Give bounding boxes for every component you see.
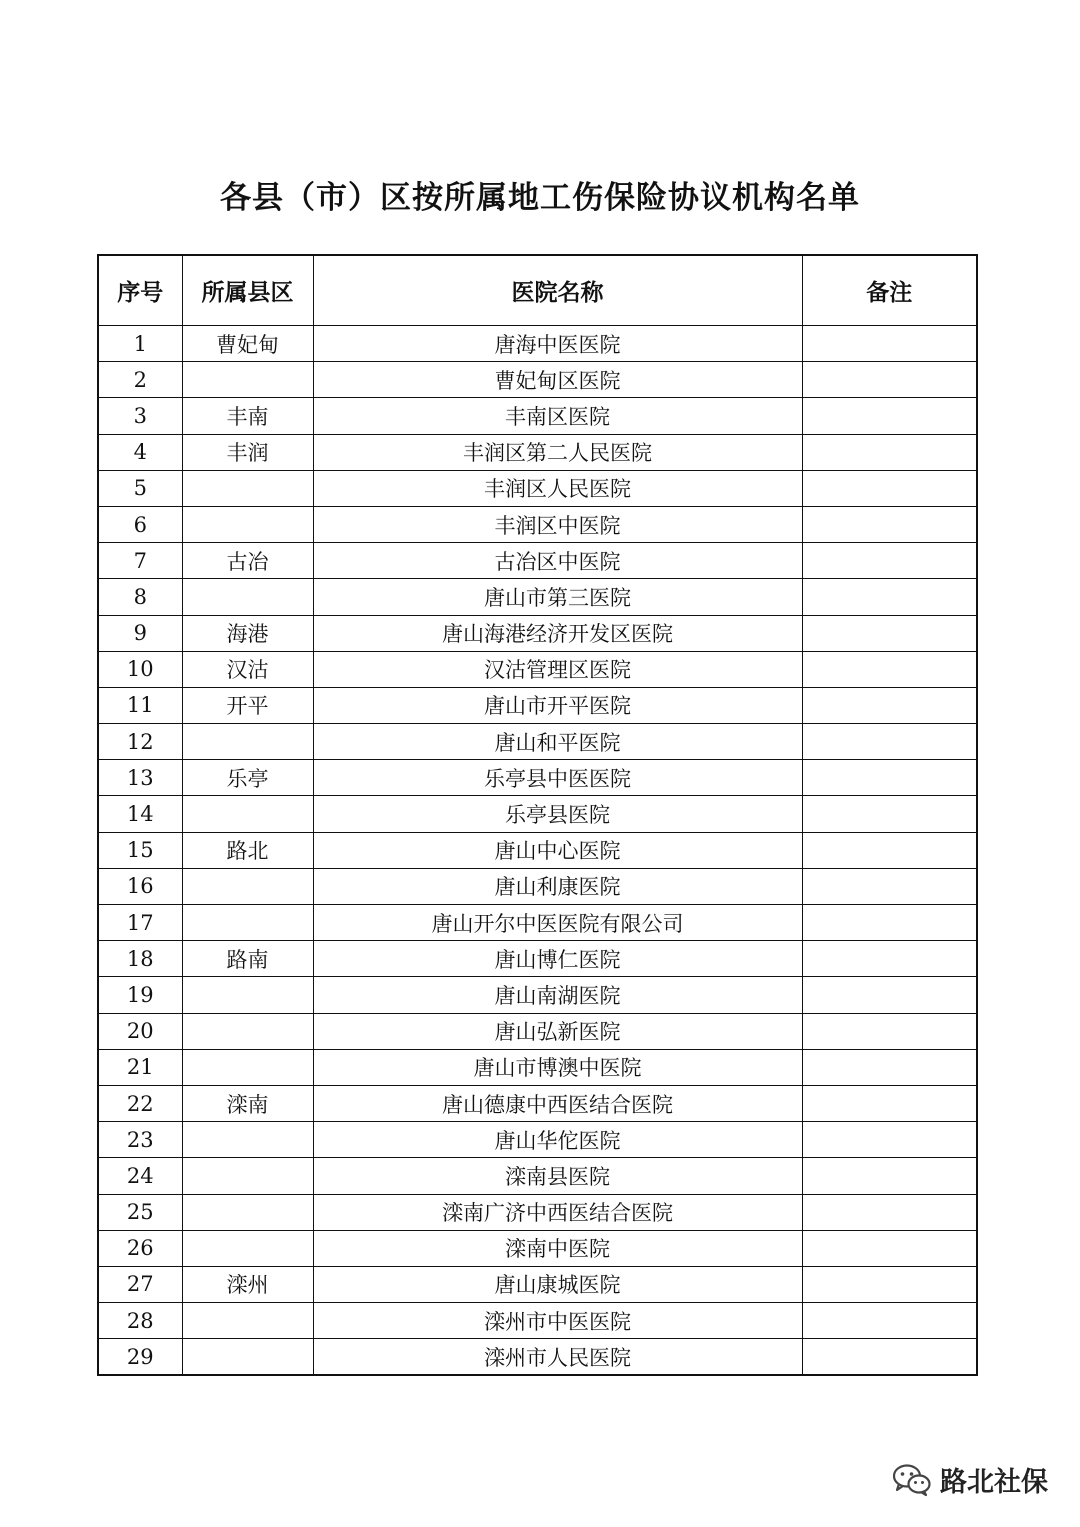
cell-hospital: 丰南区医院: [313, 398, 802, 434]
cell-index: 16: [98, 868, 182, 904]
cell-district: [182, 1158, 313, 1194]
cell-remarks: [802, 470, 977, 506]
cell-district: 古冶: [182, 543, 313, 579]
table-row: [98, 579, 977, 615]
cell-remarks: [802, 579, 977, 615]
table-row: [98, 941, 977, 977]
table-header-row: [98, 255, 977, 326]
cell-hospital: 唐山利康医院: [313, 868, 802, 904]
cell-remarks: [802, 543, 977, 579]
cell-index: 10: [98, 651, 182, 687]
cell-remarks: [802, 398, 977, 434]
cell-hospital: 唐山海港经济开发区医院: [313, 615, 802, 651]
cell-remarks: [802, 1158, 977, 1194]
cell-hospital: 唐山德康中西医结合医院: [313, 1085, 802, 1121]
cell-hospital: 唐山弘新医院: [313, 1013, 802, 1049]
cell-index: 15: [98, 832, 182, 868]
cell-hospital: 滦州市人民医院: [313, 1339, 802, 1376]
cell-index: 17: [98, 905, 182, 941]
table-row: [98, 615, 977, 651]
table-row: [98, 651, 977, 687]
cell-index: 4: [98, 434, 182, 470]
cell-index: 3: [98, 398, 182, 434]
cell-hospital: 唐山开尔中医医院有限公司: [313, 905, 802, 941]
cell-remarks: [802, 868, 977, 904]
cell-index: 12: [98, 724, 182, 760]
cell-hospital: 丰润区人民医院: [313, 470, 802, 506]
cell-index: 18: [98, 941, 182, 977]
cell-remarks: [802, 687, 977, 723]
cell-index: 19: [98, 977, 182, 1013]
table-row: [98, 1049, 977, 1085]
cell-index: 26: [98, 1230, 182, 1266]
cell-district: [182, 1303, 313, 1339]
cell-index: 5: [98, 470, 182, 506]
cell-district: [182, 1230, 313, 1266]
cell-index: 27: [98, 1266, 182, 1302]
cell-index: 7: [98, 543, 182, 579]
cell-hospital: 滦南广济中西医结合医院: [313, 1194, 802, 1230]
table-row: [98, 434, 977, 470]
cell-index: 21: [98, 1049, 182, 1085]
cell-remarks: [802, 1013, 977, 1049]
cell-index: 20: [98, 1013, 182, 1049]
cell-index: 13: [98, 760, 182, 796]
cell-remarks: [802, 506, 977, 542]
cell-remarks: [802, 1049, 977, 1085]
cell-hospital: 滦南县医院: [313, 1158, 802, 1194]
table-row: [98, 1230, 977, 1266]
cell-district: 开平: [182, 687, 313, 723]
cell-index: 9: [98, 615, 182, 651]
table-row: [98, 977, 977, 1013]
watermark: [892, 1460, 1048, 1499]
table-row: [98, 868, 977, 904]
cell-remarks: [802, 724, 977, 760]
cell-hospital: 唐山市第三医院: [313, 579, 802, 615]
table-row: [98, 687, 977, 723]
cell-remarks: [802, 760, 977, 796]
cell-remarks: [802, 832, 977, 868]
cell-district: [182, 977, 313, 1013]
cell-index: 24: [98, 1158, 182, 1194]
cell-district: 丰南: [182, 398, 313, 434]
header-hospital: 医院名称: [313, 255, 802, 326]
table-row: [98, 398, 977, 434]
table-row: [98, 1158, 977, 1194]
cell-hospital: 乐亭县中医医院: [313, 760, 802, 796]
table-row: [98, 832, 977, 868]
cell-district: [182, 470, 313, 506]
watermark-label: 路北社保: [940, 1467, 1048, 1498]
cell-remarks: [802, 1339, 977, 1376]
cell-district: [182, 868, 313, 904]
cell-hospital: 滦州市中医医院: [313, 1303, 802, 1339]
cell-district: 汉沽: [182, 651, 313, 687]
table-row: [98, 362, 977, 398]
cell-hospital: 唐山博仁医院: [313, 941, 802, 977]
cell-remarks: [802, 651, 977, 687]
table-body: [98, 326, 977, 1376]
cell-index: 6: [98, 506, 182, 542]
cell-hospital: 滦南中医院: [313, 1230, 802, 1266]
table-row: [98, 1266, 977, 1302]
table-row: [98, 1085, 977, 1121]
table-row: [98, 760, 977, 796]
cell-index: 8: [98, 579, 182, 615]
cell-district: 乐亭: [182, 760, 313, 796]
table-row: [98, 905, 977, 941]
cell-district: [182, 1122, 313, 1158]
hospital-table: [97, 254, 978, 1376]
cell-district: [182, 362, 313, 398]
cell-district: 路南: [182, 941, 313, 977]
table-row: [98, 1013, 977, 1049]
cell-district: [182, 796, 313, 832]
cell-district: 海港: [182, 615, 313, 651]
cell-district: 路北: [182, 832, 313, 868]
cell-district: 滦南: [182, 1085, 313, 1121]
cell-remarks: [802, 326, 977, 362]
table-row: [98, 1303, 977, 1339]
cell-index: 29: [98, 1339, 182, 1376]
cell-remarks: [802, 615, 977, 651]
cell-hospital: 唐山市博澳中医院: [313, 1049, 802, 1085]
cell-district: [182, 506, 313, 542]
cell-district: [182, 724, 313, 760]
document-title: 各县（市）区按所属地工伤保险协议机构名单: [220, 180, 860, 216]
cell-district: [182, 1013, 313, 1049]
cell-district: 曹妃甸: [182, 326, 313, 362]
cell-index: 22: [98, 1085, 182, 1121]
cell-remarks: [802, 362, 977, 398]
table-row: [98, 1339, 977, 1376]
header-district: 所属县区: [182, 255, 313, 326]
cell-hospital: 丰润区中医院: [313, 506, 802, 542]
cell-remarks: [802, 796, 977, 832]
table-row: [98, 543, 977, 579]
cell-remarks: [802, 941, 977, 977]
cell-hospital: 曹妃甸区医院: [313, 362, 802, 398]
cell-remarks: [802, 1085, 977, 1121]
cell-index: 28: [98, 1303, 182, 1339]
cell-hospital: 唐山南湖医院: [313, 977, 802, 1013]
cell-district: [182, 1049, 313, 1085]
cell-hospital: 丰润区第二人民医院: [313, 434, 802, 470]
cell-hospital: 唐海中医医院: [313, 326, 802, 362]
table-row: [98, 1122, 977, 1158]
cell-index: 11: [98, 687, 182, 723]
cell-district: [182, 905, 313, 941]
table-row: [98, 506, 977, 542]
cell-hospital: 唐山华佗医院: [313, 1122, 802, 1158]
table-row: [98, 470, 977, 506]
header-remarks: 备注: [802, 255, 977, 326]
table-row: [98, 326, 977, 362]
cell-district: 丰润: [182, 434, 313, 470]
header-index: 序号: [98, 255, 182, 326]
cell-hospital: 唐山康城医院: [313, 1266, 802, 1302]
cell-index: 2: [98, 362, 182, 398]
cell-index: 14: [98, 796, 182, 832]
cell-remarks: [802, 977, 977, 1013]
cell-remarks: [802, 1194, 977, 1230]
cell-hospital: 古冶区中医院: [313, 543, 802, 579]
cell-remarks: [802, 1122, 977, 1158]
cell-remarks: [802, 1303, 977, 1339]
cell-hospital: 乐亭县医院: [313, 796, 802, 832]
cell-index: 23: [98, 1122, 182, 1158]
cell-district: 滦州: [182, 1266, 313, 1302]
cell-hospital: 唐山中心医院: [313, 832, 802, 868]
table-row: [98, 724, 977, 760]
cell-remarks: [802, 905, 977, 941]
table-row: [98, 796, 977, 832]
cell-remarks: [802, 434, 977, 470]
cell-district: [182, 579, 313, 615]
cell-index: 25: [98, 1194, 182, 1230]
cell-hospital: 汉沽管理区医院: [313, 651, 802, 687]
cell-index: 1: [98, 326, 182, 362]
cell-district: [182, 1339, 313, 1376]
cell-remarks: [802, 1266, 977, 1302]
table-row: [98, 1194, 977, 1230]
cell-remarks: [802, 1230, 977, 1266]
cell-hospital: 唐山和平医院: [313, 724, 802, 760]
cell-district: [182, 1194, 313, 1230]
wechat-icon: [892, 1463, 932, 1497]
cell-hospital: 唐山市开平医院: [313, 687, 802, 723]
